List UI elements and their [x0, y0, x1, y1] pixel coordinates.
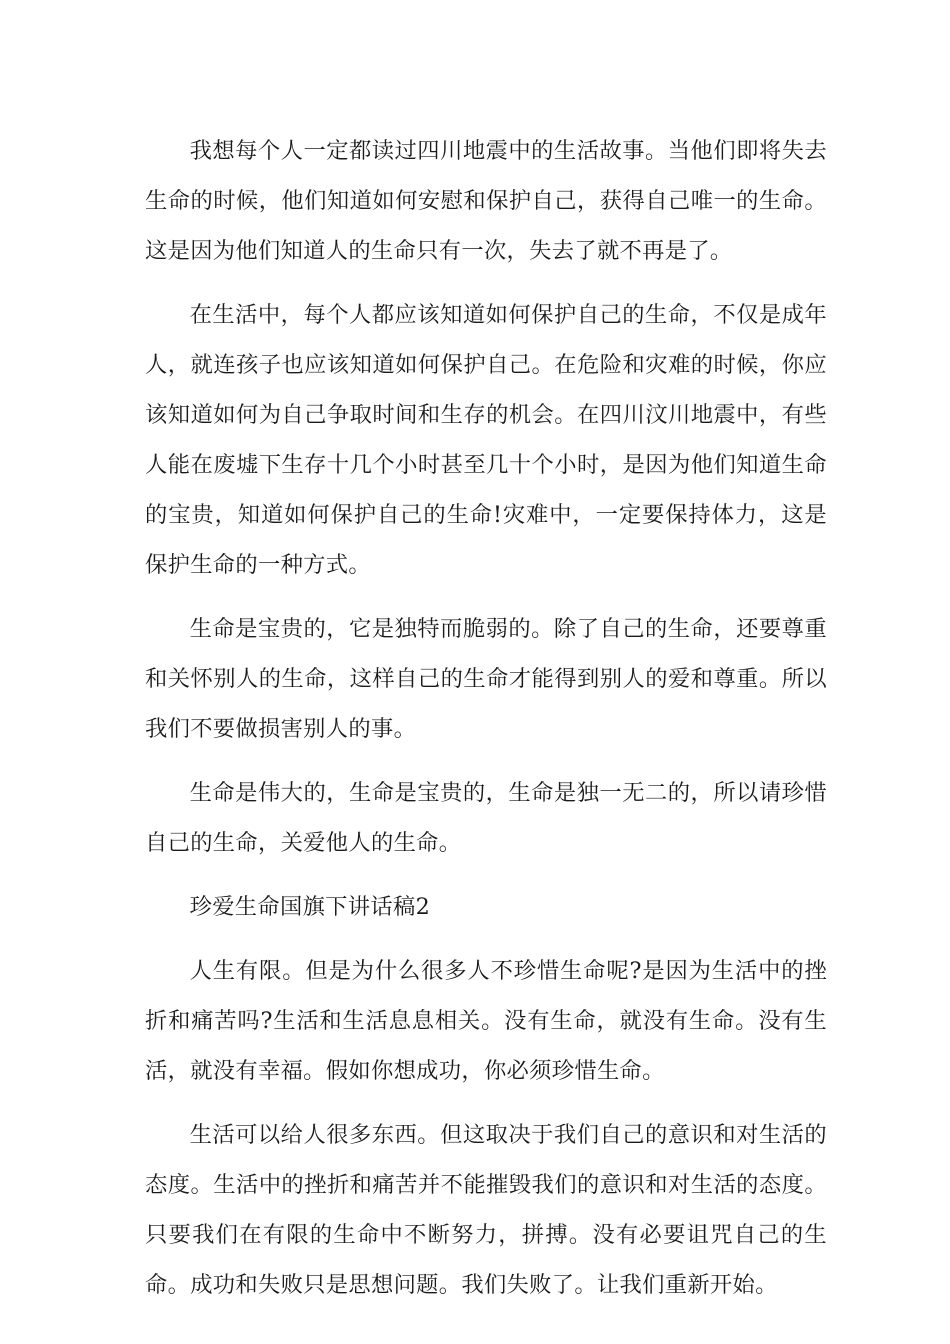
paragraph: 生命是伟大的，生命是宝贵的，生命是独一无二的，所以请珍惜自己的生命，关爱他人的生命。 — [145, 780, 827, 856]
paragraph: 我想每个人一定都读过四川地震中的生活故事。当他们即将失去生命的时候，他们知道如何安慰和保护自己，获得自己唯一的生命。这是因为他们知道人的生命只有一次，失去了就不再是了。 — [145, 138, 827, 264]
paragraph: 人生有限。但是为什么很多人不珍惜生命呢?是因为生活中的挫折和痛苦吗?生活和生活息息相关。没有生命，就没有生命。没有生活，就没有幸福。假如你想成功，你必须珍惜生命。 — [145, 958, 827, 1084]
paragraph: 生活可以给人很多东西。但这取决于我们自己的意识和对生活的态度。生活中的挫折和痛苦并不能摧毁我们的意识和对生活的态度。只要我们在有限的生命中不断努力，拼搏。没有必要诅咒自己的生命。成功和失败只是思想问题。我们失败了。让我们重新开始。 — [145, 1122, 827, 1298]
paragraph: 在生活中，每个人都应该知道如何保护自己的生命，不仅是成年人，就连孩子也应该知道如何保护自己。在危险和灾难的时候，你应该知道如何为自己争取时间和生存的机会。在四川汶川地震中，有些人能在废墟下生存十几个小时甚至几十个小时，是因为他们知道生命的宝贵，知道如何保护自己的生命!灾难中，一定要保持体力，这是保护生命的一种方式。 — [145, 302, 827, 578]
document-body — [145, 126, 827, 1324]
section-heading: 珍爱生命国旗下讲话稿2 — [189, 894, 431, 920]
paragraph: 生命是宝贵的，它是独特而脆弱的。除了自己的生命，还要尊重和关怀别人的生命，这样自己的生命才能得到别人的爱和尊重。所以我们不要做损害别人的事。 — [145, 616, 827, 742]
